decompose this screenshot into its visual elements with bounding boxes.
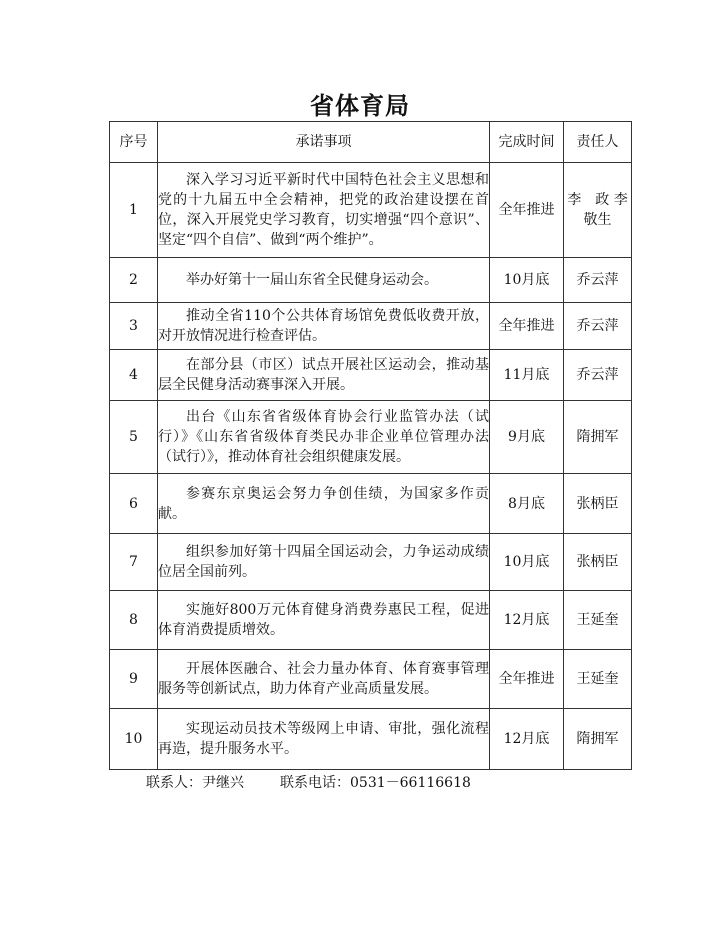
row-time: 10月底 — [490, 258, 564, 303]
row-number: 4 — [110, 350, 158, 401]
row-time: 全年推进 — [490, 303, 564, 350]
row-time: 10月底 — [490, 534, 564, 591]
row-number: 5 — [110, 401, 158, 474]
row-item-text: 实现运动员技术等级网上申请、审批，强化流程再造，提升服务水平。 — [158, 721, 489, 757]
row-item-text: 深入学习习近平新时代中国特色社会主义思想和党的十九届五中全会精神，把党的政治建设摆在首位，深入开展党史学习教育，切实增强“四个意识”、坚定“四个自信”、做到“两个维护”。 — [158, 172, 489, 248]
row-item — [158, 163, 490, 258]
header-number: 序号 — [110, 122, 158, 163]
row-person: 乔云萍 — [564, 303, 632, 350]
row-time: 11月底 — [490, 350, 564, 401]
table-row — [110, 303, 632, 350]
row-item-text: 在部分县（市区）试点开展社区运动会，推动基层全民健身活动赛事深入开展。 — [158, 357, 489, 393]
row-number: 7 — [110, 534, 158, 591]
row-time: 12月底 — [490, 709, 564, 770]
row-person: 隋拥军 — [564, 709, 632, 770]
row-person: 张柄臣 — [564, 474, 632, 534]
row-person: 张柄臣 — [564, 534, 632, 591]
row-item — [158, 350, 490, 401]
row-item — [158, 474, 490, 534]
row-item-text: 组织参加好第十四届全国运动会，力争运动成绩位居全国前列。 — [158, 544, 489, 580]
row-number: 9 — [110, 650, 158, 709]
row-number: 8 — [110, 591, 158, 650]
contact-footer — [146, 772, 507, 792]
row-item-text: 推动全省110个公共体育场馆免费低收费开放，对开放情况进行检查评估。 — [158, 308, 489, 344]
contact-phone: 联系电话：0531－66116618 — [280, 775, 471, 791]
header-person: 责任人 — [564, 122, 632, 163]
table-row — [110, 163, 632, 258]
row-number: 2 — [110, 258, 158, 303]
row-number: 1 — [110, 163, 158, 258]
row-person: 王延奎 — [564, 591, 632, 650]
row-item-text: 开展体医融合、社会力量办体育、体育赛事管理服务等创新试点，助力体育产业高质量发展。 — [158, 661, 489, 697]
row-time: 12月底 — [490, 591, 564, 650]
row-person: 乔云萍 — [564, 350, 632, 401]
table-row — [110, 591, 632, 650]
header-item: 承诺事项 — [158, 122, 490, 163]
table-row — [110, 401, 632, 474]
row-item — [158, 591, 490, 650]
row-time: 8月底 — [490, 474, 564, 534]
header-time: 完成时间 — [490, 122, 564, 163]
row-number: 6 — [110, 474, 158, 534]
row-number: 10 — [110, 709, 158, 770]
row-item — [158, 401, 490, 474]
contact-person: 联系人：尹继兴 — [146, 775, 244, 791]
table-row — [110, 350, 632, 401]
row-item-text: 参赛东京奥运会努力争创佳绩，为国家多作贡献。 — [158, 485, 489, 522]
table-row — [110, 709, 632, 770]
row-item-text: 出台《山东省省级体育协会行业监管办法（试行）》《山东省省级体育类民办非企业单位管理办法（试行）》，推动体育社会组织健康发展。 — [158, 409, 489, 465]
row-number: 3 — [110, 303, 158, 350]
row-time: 全年推进 — [490, 163, 564, 258]
row-item — [158, 303, 490, 350]
table-header-row — [110, 122, 632, 163]
commitment-table — [109, 121, 632, 770]
page-title: 省体育局 — [310, 92, 410, 120]
table-row — [110, 474, 632, 534]
row-person: 乔云萍 — [564, 258, 632, 303]
row-person: 李 政 李敬生 — [564, 163, 632, 258]
table-row — [110, 650, 632, 709]
row-item — [158, 534, 490, 591]
row-person: 王延奎 — [564, 650, 632, 709]
row-item-text: 举办好第十一届山东省全民健身运动会。 — [186, 272, 438, 288]
row-item — [158, 650, 490, 709]
row-time: 9月底 — [490, 401, 564, 474]
table-row — [110, 258, 632, 303]
table-row — [110, 534, 632, 591]
row-time: 全年推进 — [490, 650, 564, 709]
row-item — [158, 258, 490, 303]
row-item-text: 实施好800万元体育健身消费券惠民工程，促进体育消费提质增效。 — [158, 602, 489, 638]
row-item — [158, 709, 490, 770]
row-person: 隋拥军 — [564, 401, 632, 474]
